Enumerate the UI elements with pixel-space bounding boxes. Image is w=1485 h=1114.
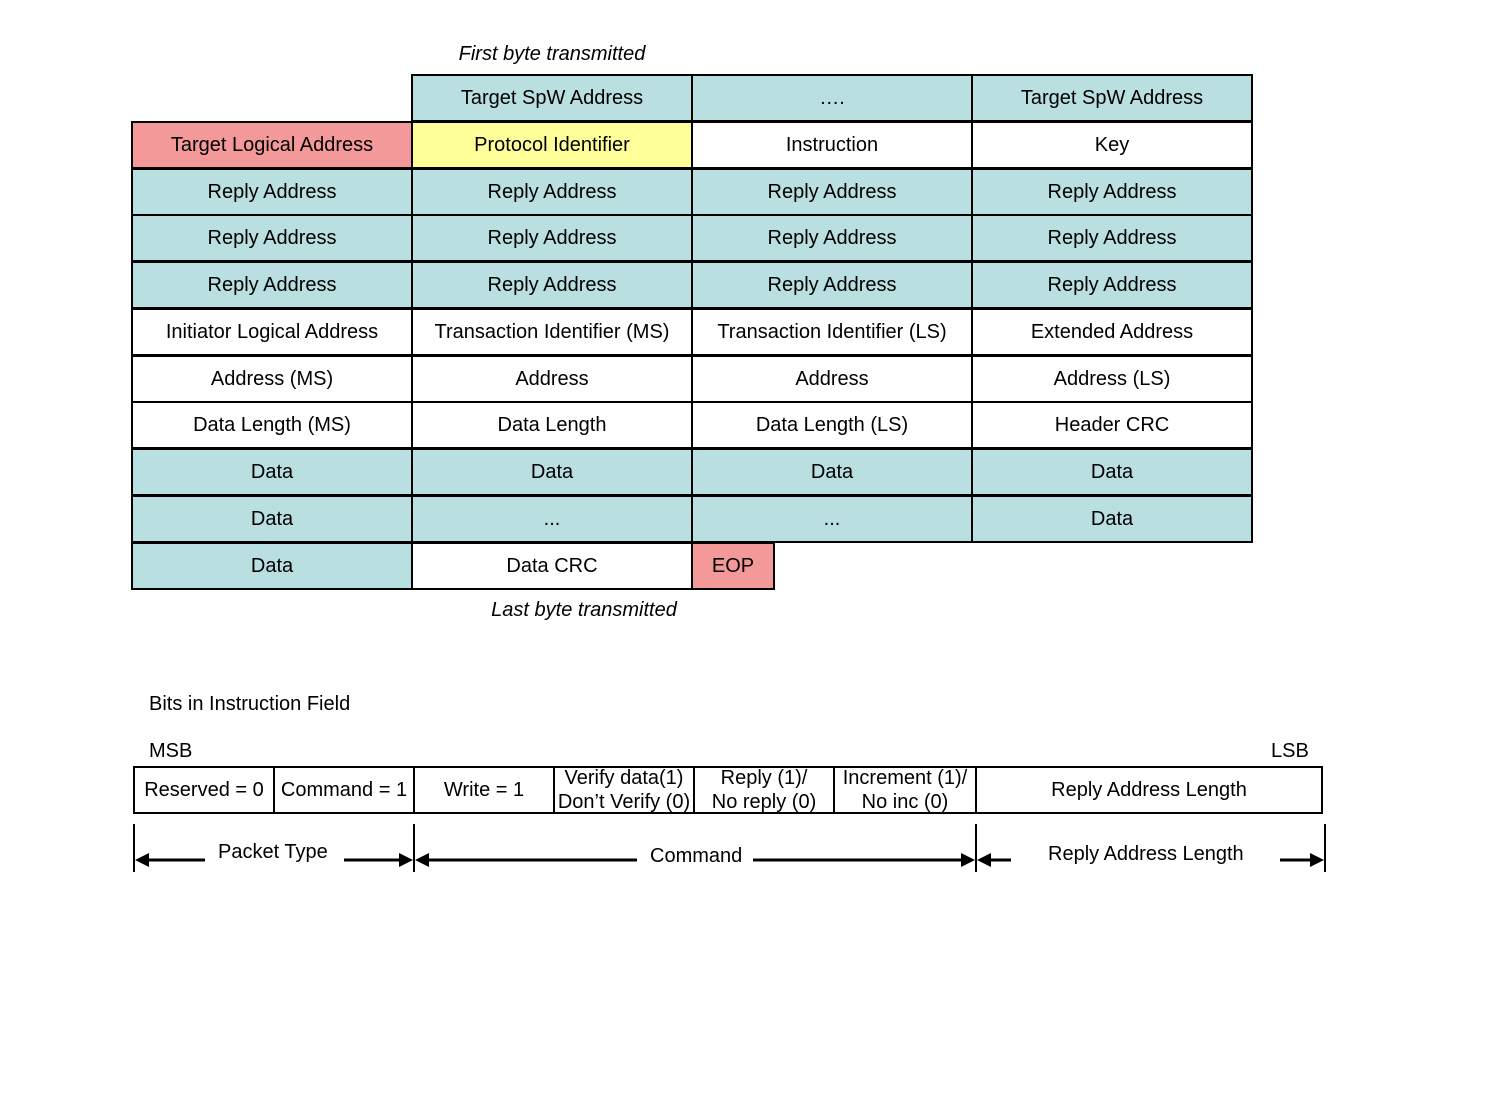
packet-cell: Reply Address bbox=[691, 261, 973, 309]
packet-cell: Key bbox=[971, 121, 1253, 169]
packet-cell: Data bbox=[411, 448, 693, 496]
packet-cell: Reply Address bbox=[691, 214, 973, 262]
bit-cell-line: Reply Address Length bbox=[1051, 779, 1247, 801]
reply-address-length-span-label: Reply Address Length bbox=[1048, 843, 1244, 865]
packet-cell: Target SpW Address bbox=[971, 74, 1253, 122]
packet-cell: Target SpW Address bbox=[411, 74, 693, 122]
packet-cell: Data bbox=[131, 448, 413, 496]
first-byte-caption: First byte transmitted bbox=[458, 43, 646, 65]
lsb-label: LSB bbox=[1271, 740, 1309, 762]
packet-cell: Extended Address bbox=[971, 308, 1253, 356]
packet-cell: Reply Address bbox=[131, 261, 413, 309]
packet-type-span-label: Packet Type bbox=[218, 841, 328, 863]
packet-cell: Reply Address bbox=[971, 261, 1253, 309]
packet-cell: Address (MS) bbox=[131, 355, 413, 403]
packet-cell: Protocol Identifier bbox=[411, 121, 693, 169]
packet-cell: Address (LS) bbox=[971, 355, 1253, 403]
packet-cell: Address bbox=[411, 355, 693, 403]
arrowhead-packet-right bbox=[399, 853, 413, 867]
bit-cell-line: No inc (0) bbox=[861, 791, 949, 813]
packet-cell: Reply Address bbox=[411, 214, 693, 262]
arrowhead-length-right bbox=[1310, 853, 1324, 867]
packet-cell: Instruction bbox=[691, 121, 973, 169]
packet-cell: Data Length (LS) bbox=[691, 401, 973, 449]
packet-cell: Data bbox=[971, 495, 1253, 543]
bit-cell-line: Increment (1)/ bbox=[842, 767, 968, 789]
packet-cell: Reply Address bbox=[691, 168, 973, 216]
packet-cell: Data bbox=[691, 448, 973, 496]
packet-cell: Reply Address bbox=[411, 168, 693, 216]
packet-cell: Data CRC bbox=[411, 542, 693, 590]
packet-cell: EOP bbox=[691, 542, 775, 590]
packet-cell: Data Length bbox=[411, 401, 693, 449]
packet-cell: Address bbox=[691, 355, 973, 403]
arrowhead-command-left bbox=[415, 853, 429, 867]
packet-cell: Data bbox=[971, 448, 1253, 496]
bit-cell-line: Reserved = 0 bbox=[144, 779, 264, 801]
packet-cell: Data bbox=[131, 542, 413, 590]
bit-cell-line: Verify data(1) bbox=[564, 767, 684, 789]
arrowhead-packet-left bbox=[135, 853, 149, 867]
packet-cell: Header CRC bbox=[971, 401, 1253, 449]
packet-cell: Reply Address bbox=[971, 168, 1253, 216]
packet-cell: Data bbox=[131, 495, 413, 543]
bit-cell-line: No reply (0) bbox=[711, 791, 817, 813]
arrowhead-length-left bbox=[977, 853, 991, 867]
packet-cell: …. bbox=[691, 74, 973, 122]
packet-cell: Reply Address bbox=[131, 168, 413, 216]
packet-cell: Target Logical Address bbox=[131, 121, 413, 169]
packet-cell: Transaction Identifier (LS) bbox=[691, 308, 973, 356]
bit-cell-line: Write = 1 bbox=[443, 779, 525, 801]
bit-cell-line: Command = 1 bbox=[280, 779, 408, 801]
packet-cell: Reply Address bbox=[971, 214, 1253, 262]
packet-cell: ... bbox=[691, 495, 973, 543]
instruction-field-title: Bits in Instruction Field bbox=[149, 693, 351, 715]
arrowhead-command-right bbox=[961, 853, 975, 867]
bit-cell-line: Don’t Verify (0) bbox=[557, 791, 691, 813]
command-span-label: Command bbox=[650, 845, 743, 867]
msb-label: MSB bbox=[149, 740, 193, 762]
bit-cell-line: Reply (1)/ bbox=[720, 767, 808, 789]
packet-cell: Initiator Logical Address bbox=[131, 308, 413, 356]
packet-cell: Data Length (MS) bbox=[131, 401, 413, 449]
packet-cell: Reply Address bbox=[131, 214, 413, 262]
packet-cell: Transaction Identifier (MS) bbox=[411, 308, 693, 356]
packet-cell: Reply Address bbox=[411, 261, 693, 309]
packet-cell: ... bbox=[411, 495, 693, 543]
last-byte-caption: Last byte transmitted bbox=[491, 599, 677, 621]
